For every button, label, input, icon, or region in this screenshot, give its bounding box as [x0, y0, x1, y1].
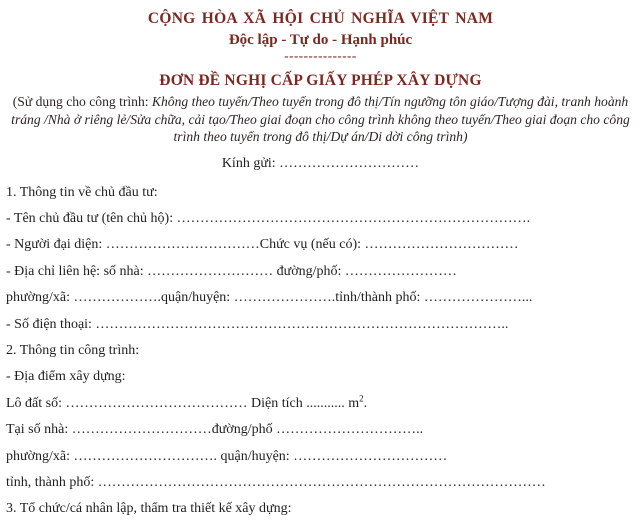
field-plot-area	[6, 391, 635, 417]
field-house-street: Tại số nhà: …………………………đường/phố …………………………..	[6, 422, 424, 438]
section-1-heading: 1. Thông tin về chủ đầu tư:	[6, 184, 158, 200]
field-ward-district-province: phường/xã: ……………….quận/huyện: ………………….tỉnh/thành phố: …………………...	[6, 290, 533, 306]
plot-area-text: Lô đất số: ………………………………… Diện tích ........... m	[6, 395, 360, 411]
usage-note-options: Không theo tuyến/Theo tuyến trong đô thị/Tín ngưỡng tôn giáo/Tượng đài, tranh hoành tráng /Nhà ở riêng lẻ/Sửa chữa, cải tạo/Theo giai đoạn cho công trình không theo tuyến/Theo giai đoạn cho công trình theo tuyến trong đô thị/Dự án/Di dời công trình)	[11, 94, 630, 144]
field-province: tỉnh, thành phố: ……………………………………………………………………………………	[6, 474, 546, 490]
field-representative: - Người đại diện: ……………………………Chức vụ (nếu có): ……………………………	[6, 237, 519, 253]
plot-area-period: .	[363, 395, 368, 411]
national-motto: Độc lập - Tự do - Hạnh phúc	[228, 32, 413, 48]
usage-note-prefix: (Sử dụng cho công trình:	[12, 94, 152, 109]
field-construction-location: - Địa điểm xây dựng:	[6, 369, 126, 385]
field-contact-address: - Địa chỉ liên hệ: số nhà: ……………………… đường/phố: ……………………	[6, 263, 457, 279]
national-title: CỘNG HÒA XÃ HỘI CHỦ NGHĨA VIỆT NAM	[147, 10, 494, 27]
usage-note	[6, 93, 635, 146]
field-ward-district: phường/xã: …………………………. quận/huyện: ……………………………	[6, 448, 448, 464]
field-owner-name: - Tên chủ đầu tư (tên chủ hộ): ………………………………………………………………….	[6, 210, 531, 226]
salutation-line: Kính gửi: …………………………	[221, 155, 420, 171]
square-meter-superscript: 2	[359, 393, 364, 404]
form-body	[6, 180, 635, 523]
field-phone: - Số điện thoại: ……………………………………………………………………………..	[6, 316, 509, 332]
section-2-heading: 2. Thông tin công trình:	[6, 342, 140, 358]
section-3-heading: 3. Tổ chức/cá nhân lập, thẩm tra thiết kế xây dựng:	[6, 501, 292, 517]
section-divider: ---------------	[284, 48, 357, 63]
form-title: ĐƠN ĐỀ NGHỊ CẤP GIẤY PHÉP XÂY DỰNG	[159, 72, 482, 89]
